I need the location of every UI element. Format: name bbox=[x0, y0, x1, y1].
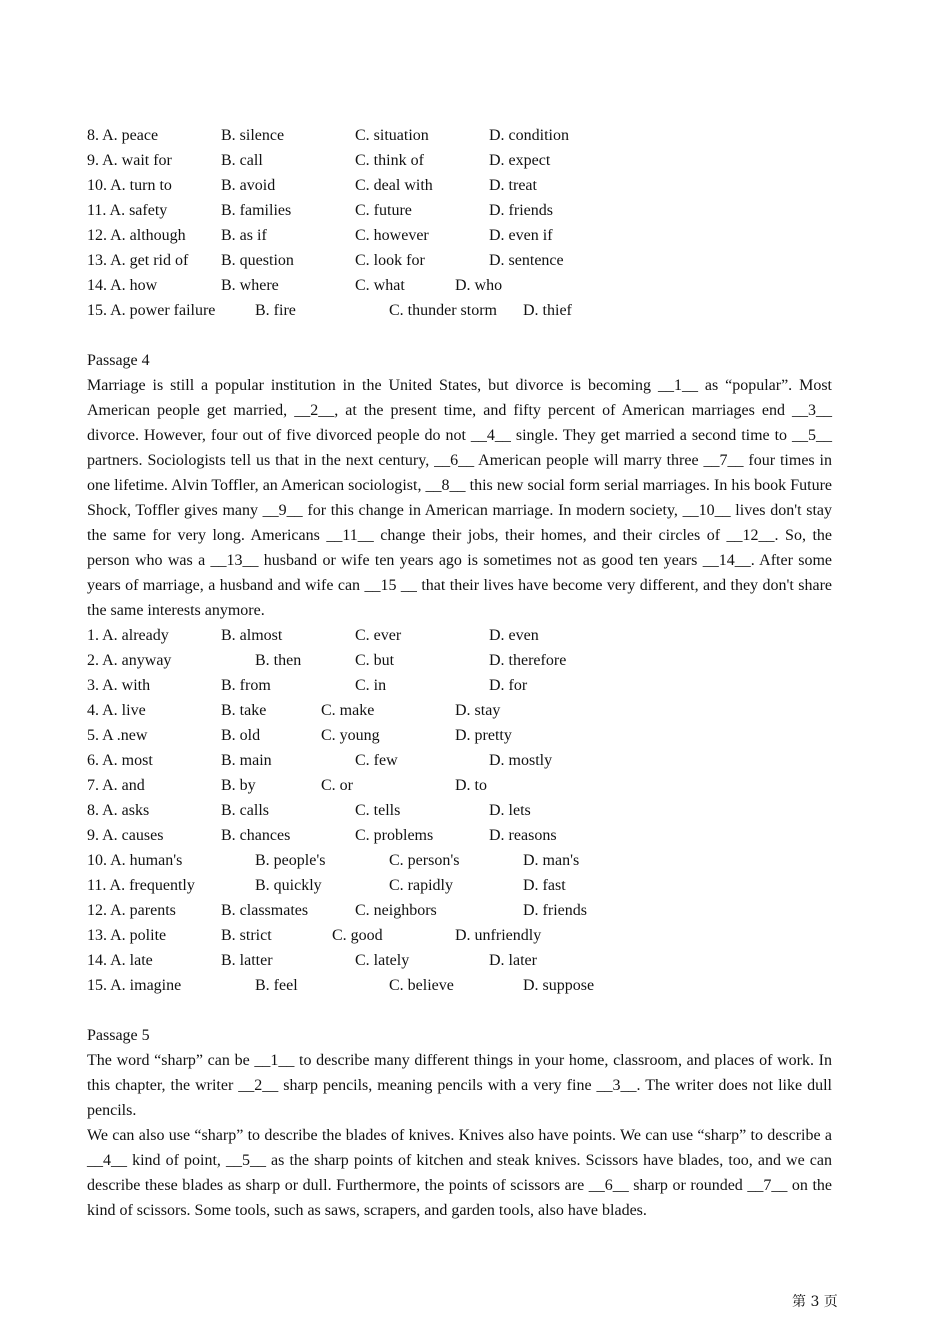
option-row bbox=[87, 223, 832, 248]
option-a: 12. A. although bbox=[87, 227, 186, 244]
option-d: D. expect bbox=[489, 152, 551, 169]
page-number: 第 3 页 bbox=[792, 1294, 838, 1310]
option-b: B. feel bbox=[255, 977, 298, 994]
option-a: 1. A. already bbox=[87, 627, 169, 644]
option-a: 9. A. wait for bbox=[87, 152, 172, 169]
option-a: 4. A. live bbox=[87, 702, 146, 719]
option-c: C. however bbox=[355, 227, 429, 244]
option-a: 15. A. imagine bbox=[87, 977, 182, 994]
option-d: D. unfriendly bbox=[455, 927, 542, 944]
option-a: 8. A. peace bbox=[87, 127, 159, 144]
passage4-heading: Passage 4 bbox=[87, 352, 150, 369]
option-b: B. silence bbox=[221, 127, 285, 144]
option-d: D. who bbox=[455, 277, 503, 294]
option-row bbox=[87, 273, 832, 298]
option-b: B. calls bbox=[221, 802, 269, 819]
option-row bbox=[87, 773, 832, 798]
option-c: C. good bbox=[332, 927, 383, 944]
option-a: 5. A .new bbox=[87, 727, 148, 744]
option-c: C. make bbox=[321, 702, 375, 719]
option-d: D. friends bbox=[489, 202, 553, 219]
option-b: B. by bbox=[221, 777, 256, 794]
option-row bbox=[87, 823, 832, 848]
option-row bbox=[87, 948, 832, 973]
option-a: 13. A. polite bbox=[87, 927, 167, 944]
option-a: 2. A. anyway bbox=[87, 652, 172, 669]
option-b: B. families bbox=[221, 202, 292, 219]
option-b: B. avoid bbox=[221, 177, 276, 194]
option-b: B. take bbox=[221, 702, 267, 719]
option-b: B. main bbox=[221, 752, 272, 769]
option-a: 12. A. parents bbox=[87, 902, 176, 919]
option-d: D. even if bbox=[489, 227, 553, 244]
option-b: B. people's bbox=[255, 852, 326, 869]
option-c: C. believe bbox=[389, 977, 454, 994]
option-row bbox=[87, 873, 832, 898]
option-row bbox=[87, 198, 832, 223]
option-a: 14. A. how bbox=[87, 277, 158, 294]
option-c: C. in bbox=[355, 677, 387, 694]
option-a: 6. A. most bbox=[87, 752, 153, 769]
option-row bbox=[87, 648, 832, 673]
option-row bbox=[87, 623, 832, 648]
option-b: B. as if bbox=[221, 227, 267, 244]
option-a: 10. A. turn to bbox=[87, 177, 172, 194]
option-row bbox=[87, 248, 832, 273]
option-b: B. old bbox=[221, 727, 261, 744]
option-c: C. few bbox=[355, 752, 398, 769]
option-c: C. lately bbox=[355, 952, 410, 969]
option-c: C. tells bbox=[355, 802, 401, 819]
passage5-heading: Passage 5 bbox=[87, 1027, 150, 1044]
option-c: C. future bbox=[355, 202, 412, 219]
option-b: B. fire bbox=[255, 302, 296, 319]
option-c: C. deal with bbox=[355, 177, 433, 194]
option-c: C. ever bbox=[355, 627, 402, 644]
option-b: B. where bbox=[221, 277, 279, 294]
option-a: 14. A. late bbox=[87, 952, 153, 969]
option-b: B. quickly bbox=[255, 877, 322, 894]
option-row bbox=[87, 723, 832, 748]
option-c: C. look for bbox=[355, 252, 425, 269]
option-d: D. sentence bbox=[489, 252, 564, 269]
option-d: D. therefore bbox=[489, 652, 567, 669]
option-d: D. friends bbox=[523, 902, 587, 919]
option-a: 3. A. with bbox=[87, 677, 151, 694]
option-b: B. call bbox=[221, 152, 263, 169]
option-c: C. think of bbox=[355, 152, 424, 169]
passage3-options bbox=[87, 123, 832, 323]
option-row bbox=[87, 848, 832, 873]
option-d: D. condition bbox=[489, 127, 569, 144]
option-a: 7. A. and bbox=[87, 777, 145, 794]
option-row bbox=[87, 923, 832, 948]
option-a: 13. A. get rid of bbox=[87, 252, 189, 269]
option-c: C. but bbox=[355, 652, 395, 669]
option-d: D. mostly bbox=[489, 752, 553, 769]
option-a: 8. A. asks bbox=[87, 802, 150, 819]
option-row bbox=[87, 898, 832, 923]
option-d: D. for bbox=[489, 677, 528, 694]
option-a: 11. A. frequently bbox=[87, 877, 195, 894]
passage5-paragraph-2: We can also use “sharp” to describe the blades of knives. Knives also have points. We can use “sharp” to describe a __4__ kind of point, __5__ as the sharp points of kitchen and steak knives. Scissors have blades, too, and we can describe these blades as sharp or dull. Furthermore, the points of scissors are __6__ sharp or rounded __7__ on the kind of scissors. Some tools, such as saws, scrapers, and garden tools, also have blades. bbox=[87, 1127, 832, 1219]
option-d: D. lets bbox=[489, 802, 531, 819]
option-b: B. latter bbox=[221, 952, 273, 969]
option-row bbox=[87, 173, 832, 198]
option-row bbox=[87, 973, 832, 998]
option-c: C. or bbox=[321, 777, 353, 794]
option-row bbox=[87, 698, 832, 723]
option-row bbox=[87, 123, 832, 148]
option-b: B. then bbox=[255, 652, 302, 669]
option-a: 11. A. safety bbox=[87, 202, 168, 219]
passage4-options bbox=[87, 623, 832, 998]
option-b: B. almost bbox=[221, 627, 283, 644]
option-c: C. rapidly bbox=[389, 877, 453, 894]
option-a: 10. A. human's bbox=[87, 852, 183, 869]
spacer bbox=[87, 998, 832, 1023]
option-d: D. fast bbox=[523, 877, 566, 894]
option-b: B. chances bbox=[221, 827, 291, 844]
option-row bbox=[87, 673, 832, 698]
option-d: D. thief bbox=[523, 302, 572, 319]
option-row bbox=[87, 148, 832, 173]
option-a: 9. A. causes bbox=[87, 827, 164, 844]
option-d: D. man's bbox=[523, 852, 580, 869]
option-a: 15. A. power failure bbox=[87, 302, 216, 319]
option-c: C. neighbors bbox=[355, 902, 437, 919]
option-c: C. situation bbox=[355, 127, 429, 144]
option-d: D. even bbox=[489, 627, 539, 644]
passage5-paragraph-1: The word “sharp” can be __1__ to describe many different things in your home, classroom, and places of work. In this chapter, the writer __2__ sharp pencils, meaning pencils with a very fine __3__. The writer does not like dull pencils. bbox=[87, 1052, 832, 1119]
option-d: D. treat bbox=[489, 177, 537, 194]
option-b: B. from bbox=[221, 677, 271, 694]
option-b: B. question bbox=[221, 252, 294, 269]
option-b: B. strict bbox=[221, 927, 272, 944]
option-c: C. problems bbox=[355, 827, 434, 844]
option-d: D. stay bbox=[455, 702, 501, 719]
option-row bbox=[87, 298, 832, 323]
option-d: D. suppose bbox=[523, 977, 595, 994]
option-row bbox=[87, 748, 832, 773]
option-d: D. reasons bbox=[489, 827, 557, 844]
spacer bbox=[87, 323, 832, 348]
option-row bbox=[87, 798, 832, 823]
option-c: C. thunder storm bbox=[389, 302, 497, 319]
option-c: C. person's bbox=[389, 852, 460, 869]
document-page bbox=[87, 123, 832, 1223]
passage4-text: Marriage is still a popular institution in the United States, but divorce is becoming __1__ as “popular”. Most American people get married, __2__, at the present time, and fifty percent of American marriages end __3__ divorce. However, four out of five divorced people do not __4__ single. They get married a second time to __5__ partners. Sociologists tell us that in the next century, __6__ American people will marry three __7__ four times in one lifetime. Alvin Toffler, an American sociologist, __8__ this new social form serial marriages. In his book Future Shock, Toffler gives many __9__ for this change in American marriage. In modern society, __10__ lives don't stay the same for very long. Americans __11__ change their jobs, their homes, and their circles of __12__. So, the person who was a __13__ husband or wife ten years ago is sometimes not as good ten years __14__. After some years of marriage, a husband and wife can __15 __ that their lives have become very different, and they don't share the same interests anymore. bbox=[87, 377, 832, 619]
option-d: D. to bbox=[455, 777, 487, 794]
option-b: B. classmates bbox=[221, 902, 309, 919]
option-d: D. later bbox=[489, 952, 537, 969]
option-d: D. pretty bbox=[455, 727, 512, 744]
option-c: C. young bbox=[321, 727, 380, 744]
option-c: C. what bbox=[355, 277, 405, 294]
